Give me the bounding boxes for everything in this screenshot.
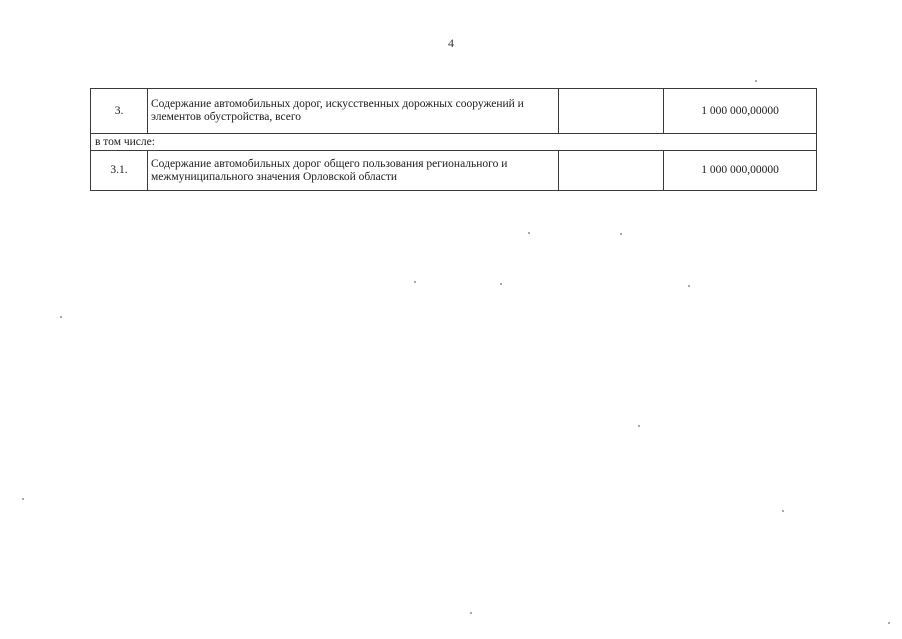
scan-speck — [755, 80, 757, 82]
scan-speck — [22, 498, 24, 500]
subheading-label: в том числе: — [91, 134, 817, 151]
scan-speck — [620, 233, 622, 235]
page-number: 4 — [448, 36, 454, 50]
scan-speck — [638, 425, 640, 427]
scan-speck — [60, 316, 62, 318]
scan-speck — [414, 281, 416, 283]
row-amount: 1 000 000,00000 — [664, 151, 817, 191]
scan-speck — [688, 285, 690, 287]
row-number: 3.1. — [91, 151, 148, 191]
budget-table — [90, 88, 817, 191]
row-empty-cell — [559, 89, 664, 134]
scan-speck — [528, 232, 530, 234]
table-row — [91, 89, 817, 134]
row-amount: 1 000 000,00000 — [664, 89, 817, 134]
row-number: 3. — [91, 89, 148, 134]
table-subheading-row — [91, 134, 817, 151]
row-empty-cell — [559, 151, 664, 191]
row-description: Содержание автомобильных дорог общего пользования регионального и межмуниципального значения Орловской области — [148, 151, 559, 191]
scan-speck — [500, 283, 502, 285]
row-description: Содержание автомобильных дорог, искусственных дорожных сооружений и элементов обустройства, всего — [148, 89, 559, 134]
scan-speck — [470, 612, 472, 614]
scan-speck — [888, 622, 890, 624]
table-row — [91, 151, 817, 191]
scan-speck — [782, 510, 784, 512]
